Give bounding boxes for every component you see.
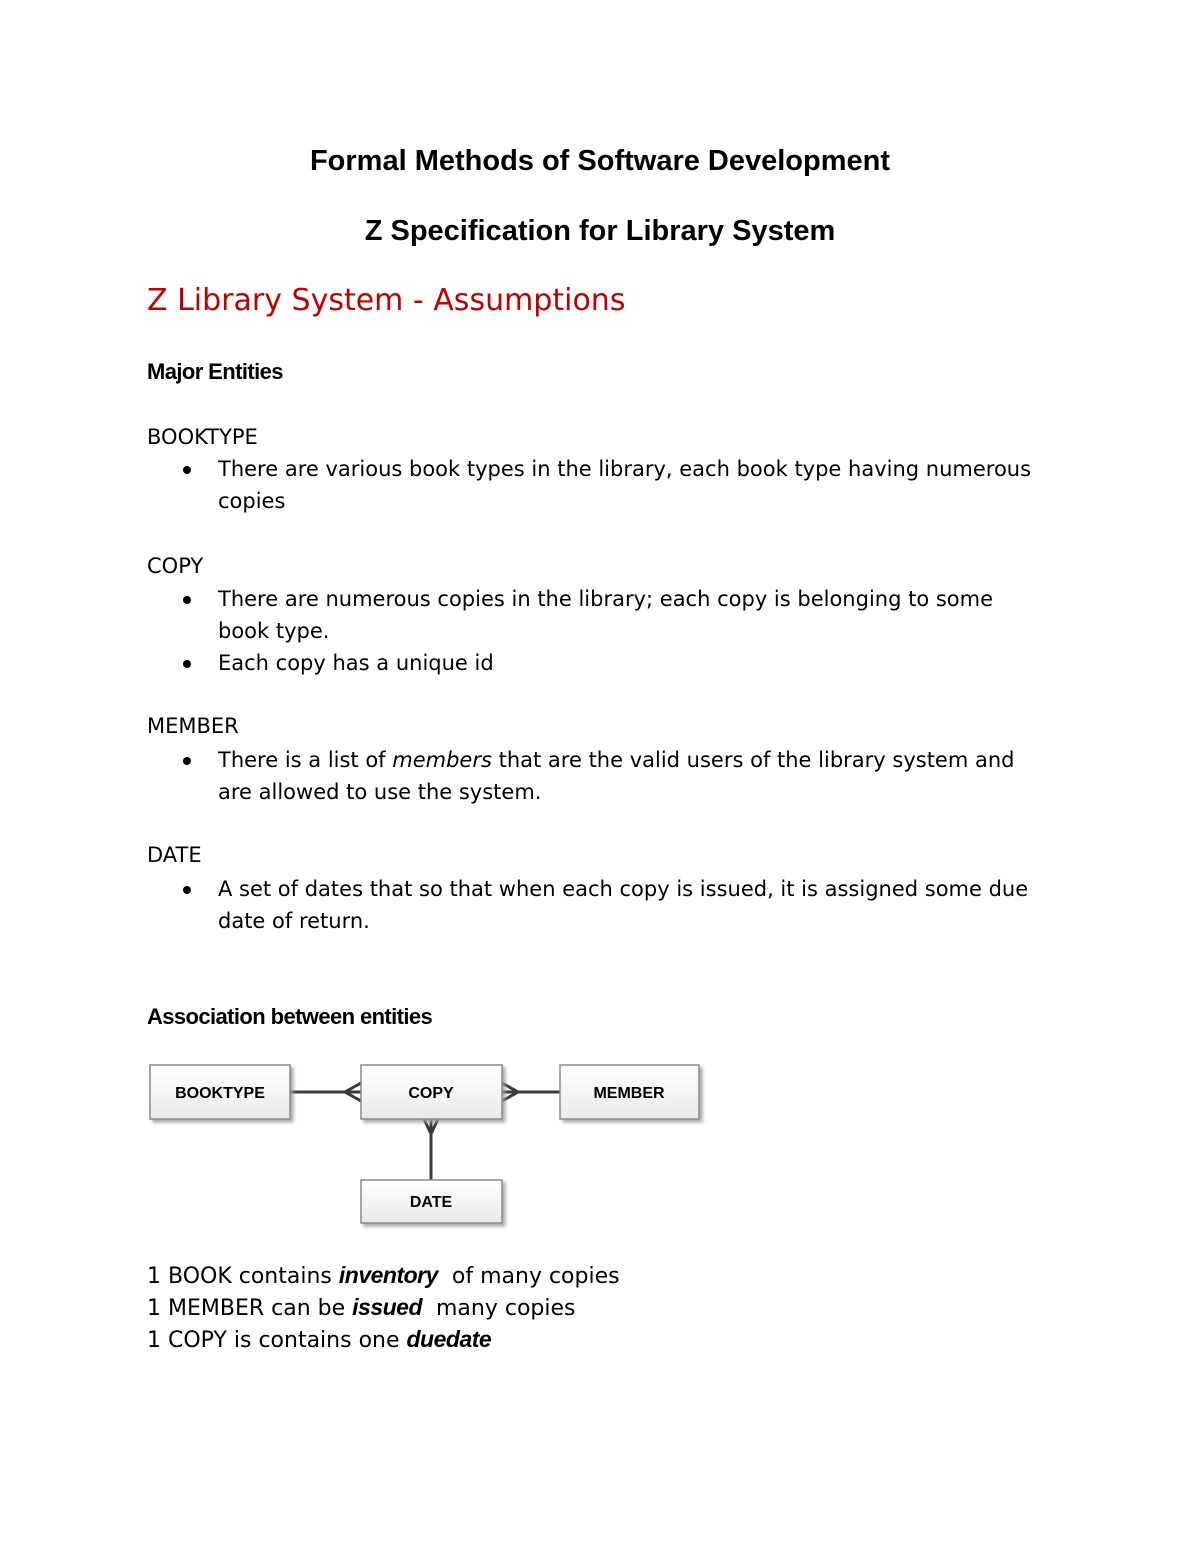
association-keyword: issued — [352, 1294, 423, 1320]
section-heading: Z Library System - Assumptions — [147, 283, 626, 318]
bullet-text-emphasis: members — [392, 748, 492, 772]
document-subtitle: Z Specification for Library System — [364, 215, 836, 247]
bullet-text-post: that are the valid users of the library system and are allowed to use the system. — [218, 748, 1015, 804]
association-text: many copies — [422, 1296, 576, 1321]
association-text: 1 COPY is contains one — [147, 1328, 407, 1353]
bullet-text: There are various book types in the library, each book type having numerous copies — [218, 457, 1032, 513]
bullet-text: A set of dates that so that when each copy is issued, it is assigned some due date of return. — [218, 877, 1029, 933]
association-text: 1 BOOK contains — [147, 1264, 339, 1289]
entity-label-member: MEMBER — [147, 714, 239, 738]
association-line — [147, 1291, 576, 1325]
entity-box-booktype — [150, 1065, 290, 1119]
association-text: of many copies — [437, 1264, 620, 1289]
entity-box-label: DATE — [409, 1194, 453, 1211]
document-title: Formal Methods of Software Development — [309, 145, 891, 177]
entity-label-date: DATE — [147, 843, 202, 867]
association-line — [147, 1259, 620, 1293]
bullet-text-pre: There is a list of — [218, 748, 393, 772]
entity-box-copy — [361, 1065, 502, 1119]
entity-box-date — [361, 1180, 502, 1223]
major-entities-heading: Major Entities — [147, 359, 283, 384]
association-line — [147, 1323, 491, 1357]
association-keyword: inventory — [338, 1262, 438, 1288]
association-text: 1 MEMBER can be — [147, 1296, 353, 1321]
entity-label-copy: COPY — [147, 554, 204, 578]
association-keyword: duedate — [406, 1326, 492, 1352]
association-heading: Association between entities — [147, 1004, 433, 1029]
bullet-text: Each copy has a unique id — [218, 651, 494, 675]
bullet-text: There are numerous copies in the library; each copy is belonging to some book type. — [218, 587, 994, 643]
entity-label-booktype: BOOKTYPE — [147, 425, 258, 449]
entity-box-member — [560, 1065, 699, 1119]
entity-box-label: BOOKTYPE — [175, 1085, 265, 1102]
entity-box-label: COPY — [408, 1085, 454, 1102]
entity-box-label: MEMBER — [593, 1085, 665, 1102]
